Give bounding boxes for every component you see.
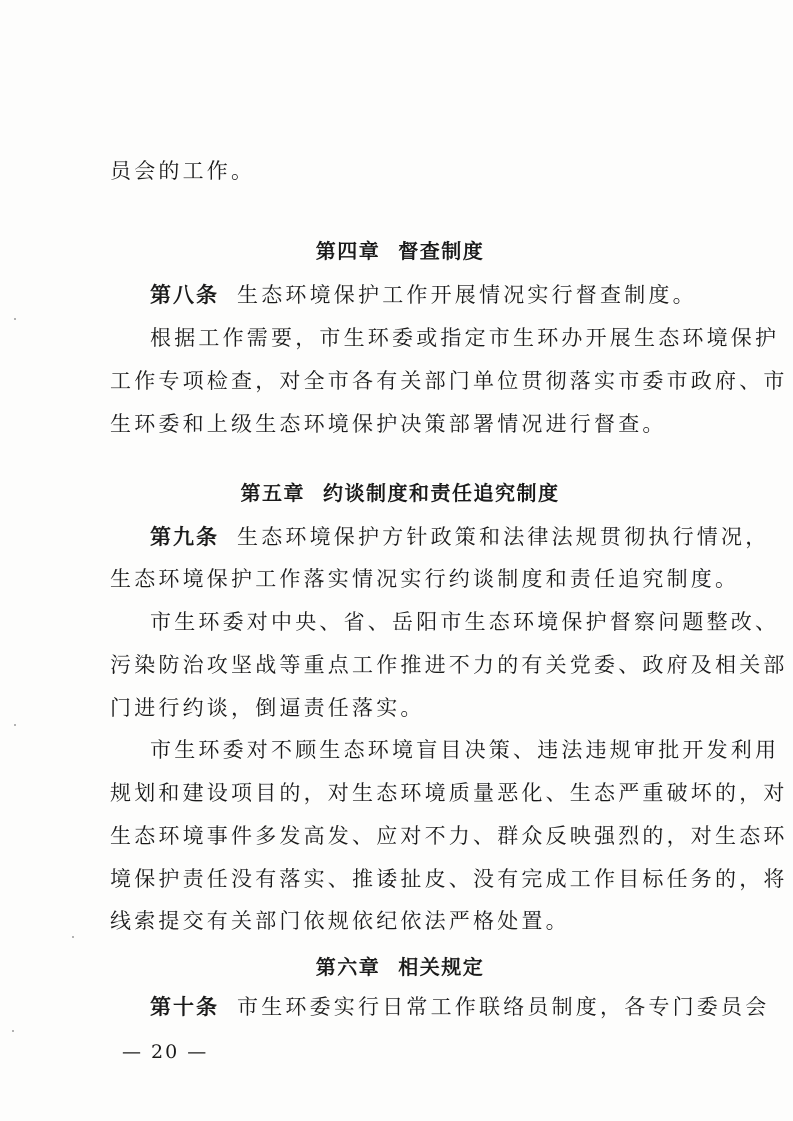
chapter-number: 第五章 <box>240 481 305 505</box>
text-line: 生态环境事件多发高发、应对不力、群众反映强烈的，对生态环 <box>110 824 788 848</box>
text-line: 门进行约谈，倒逼责任落实。 <box>110 696 425 720</box>
article-text: 生态环境保护工作开展情况实行督查制度。 <box>237 283 697 307</box>
chapter-title: 督查制度 <box>398 239 485 263</box>
scan-speck <box>72 936 74 938</box>
article-label: 第八条 <box>150 283 219 307</box>
text-line: 线索提交有关部门依规依纪依法严格处置。 <box>110 909 570 933</box>
text-line: 市生环委对中央、省、岳阳市生态环境保护督察问题整改、 <box>150 610 780 634</box>
text-line: 规划和建设项目的，对生态环境质量恶化、生态严重破坏的，对 <box>110 781 788 805</box>
chapter-title: 相关规定 <box>398 955 485 979</box>
chapter-number: 第六章 <box>315 955 381 979</box>
text-line: 工作专项检查，对全市各有关部门单位贯彻落实市委市政府、市 <box>110 369 788 393</box>
article-label: 第十条 <box>150 995 219 1019</box>
article-8 <box>150 280 697 310</box>
text-line: 市生环委对不顾生态环境盲目决策、违法违规审批开发利用 <box>150 738 780 762</box>
chapter-number: 第四章 <box>315 239 381 263</box>
text-line: 根据工作需要，市生环委或指定市生环办开展生态环境保护 <box>150 326 780 350</box>
chapter-4-heading <box>110 236 690 266</box>
article-text: 生态环境保护方针政策和法律法规贯彻执行情况， <box>237 525 770 549</box>
page-number: — 20 — <box>122 1041 209 1063</box>
scan-speck <box>14 318 16 320</box>
text-line: 生环委和上级生态环境保护决策部署情况进行督查。 <box>110 412 667 436</box>
chapter-6-heading <box>110 952 690 982</box>
article-text: 市生环委实行日常工作联络员制度，各专门委员会 <box>237 995 770 1019</box>
text-line: 境保护责任没有落实、推诿扯皮、没有完成工作目标任务的，将 <box>110 867 788 891</box>
article-label: 第九条 <box>150 525 219 549</box>
chapter-title: 约谈制度和责任追究制度 <box>323 481 560 505</box>
text-line: 污染防治攻坚战等重点工作推进不力的有关党委、政府及相关部 <box>110 653 788 677</box>
text-line: 员会的工作。 <box>110 159 256 183</box>
article-9 <box>150 522 770 552</box>
chapter-5-heading <box>110 478 690 508</box>
text-line: 生态环境保护工作落实情况实行约谈制度和责任追究制度。 <box>110 567 740 591</box>
scan-speck <box>12 1030 14 1032</box>
article-10 <box>150 992 770 1022</box>
scan-speck <box>14 724 16 726</box>
